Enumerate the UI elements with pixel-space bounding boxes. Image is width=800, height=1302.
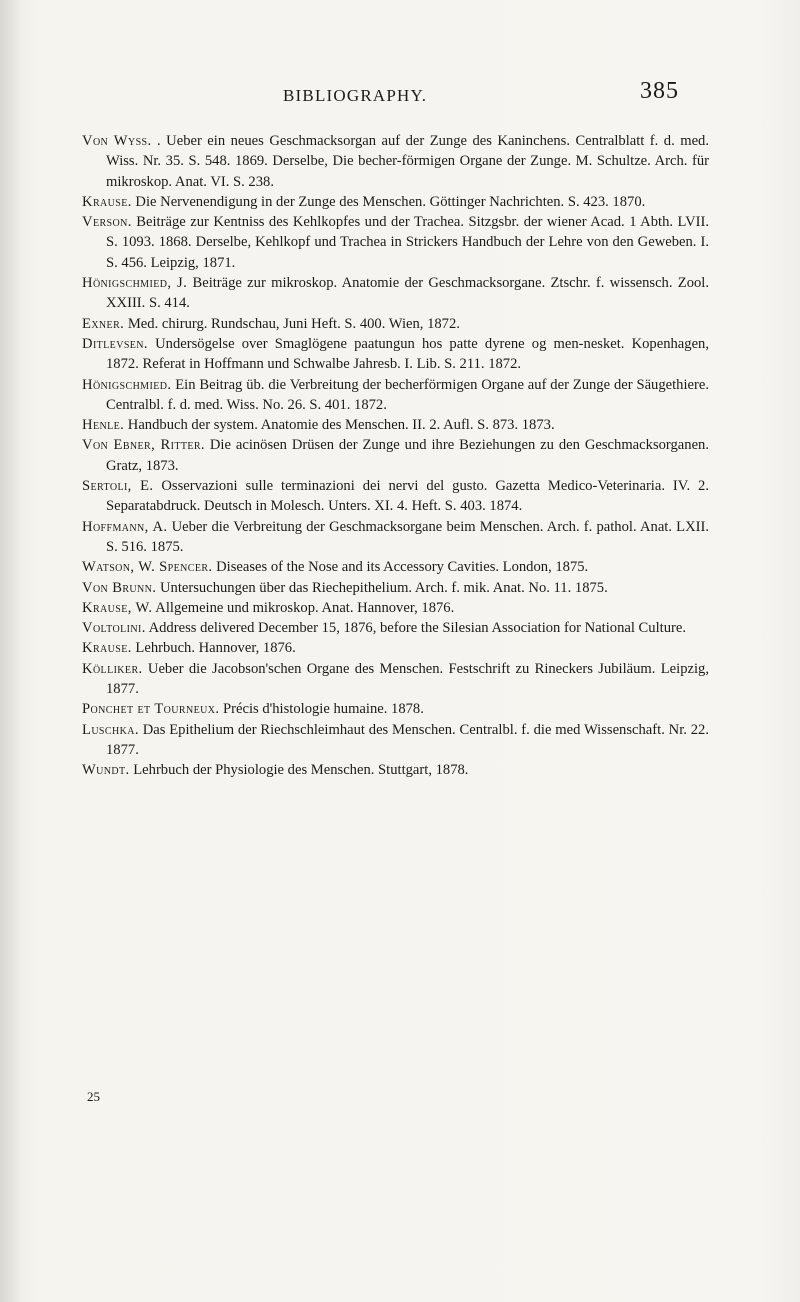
entry-author: Henle. bbox=[82, 417, 125, 434]
entry-author: Ponchet et Tourneux. bbox=[82, 701, 220, 718]
entry-author: Wundt. bbox=[82, 762, 130, 779]
running-title: BIBLIOGRAPHY. bbox=[283, 86, 428, 105]
entry-author: Ditlevsen. bbox=[82, 335, 148, 352]
bibliography-entry bbox=[82, 131, 709, 192]
bibliography-entry bbox=[82, 192, 709, 212]
bibliography-entry bbox=[82, 334, 709, 375]
entry-author: Hönigschmied. bbox=[82, 376, 172, 393]
entry-text: Die Nervenendigung in der Zunge des Menschen. Göttinger Nachrichten. S. 423. 1870. bbox=[131, 193, 646, 210]
entry-author: Voltolini. bbox=[82, 620, 146, 637]
entry-author: Krause. bbox=[82, 640, 132, 657]
bibliography-entry bbox=[82, 618, 709, 638]
entry-text: Ueber die Jacobson'schen Organe des Menschen. Festschrift zu Rineckers Jubiläum. Leipzig, 1877. bbox=[106, 660, 709, 698]
entry-author: Von Ebner, Ritter. bbox=[82, 437, 205, 454]
entry-text: Die acinösen Drüsen der Zunge und ihre Beziehungen zu den Geschmacksorganen. Gratz, 1873. bbox=[106, 437, 710, 474]
entry-author: Hoffmann, A. bbox=[82, 518, 168, 535]
bibliography-list bbox=[0, 131, 800, 781]
entry-text: Osservazioni sulle terminazioni dei nervi del gusto. Gazetta Medico-Veterinaria. IV. 2. Separatabdruck. Deutsch in Molesch. Unters. XI. 4. Heft. S. 403. 1874. bbox=[106, 478, 709, 515]
bibliography-entry bbox=[82, 659, 709, 700]
running-head bbox=[0, 78, 800, 108]
entry-author: Exner. bbox=[82, 315, 125, 332]
bibliography-entry bbox=[82, 375, 709, 416]
bibliography-entry bbox=[82, 415, 709, 435]
entry-text: Address delivered December 15, 1876, before the Silesian Association for National Culture. bbox=[145, 620, 686, 637]
bibliography-entry bbox=[82, 476, 709, 517]
bibliography-entry bbox=[82, 517, 709, 558]
entry-text: Précis d'histologie humaine. 1878. bbox=[219, 701, 424, 718]
entry-author: Verson. bbox=[82, 214, 132, 231]
page-number: 385 bbox=[640, 78, 679, 104]
entry-text: Handbuch der system. Anatomie des Menschen. II. 2. Aufl. S. 873. 1873. bbox=[124, 417, 555, 434]
bibliography-entry bbox=[82, 314, 709, 334]
bibliography-entry bbox=[82, 273, 709, 314]
bibliography-entry bbox=[82, 212, 709, 273]
entry-text: Das Epithelium der Riechschleimhaut des Menschen. Centralbl. f. die med Wissenschaft. Nr. 22. 1877. bbox=[106, 721, 709, 758]
entry-text: Lehrbuch. Hannover, 1876. bbox=[131, 640, 296, 657]
bibliography-entry bbox=[82, 760, 709, 780]
entry-text: Untersuchungen über das Riechepithelium. Arch. f. mik. Anat. No. 11. 1875. bbox=[156, 579, 608, 596]
entry-author: Krause, W. bbox=[82, 599, 153, 616]
entry-author: Sertoli, E. bbox=[82, 478, 154, 495]
entry-text: Med. chirurg. Rundschau, Juni Heft. S. 400. Wien, 1872. bbox=[124, 315, 460, 332]
entry-text: Diseases of the Nose and its Accessory Cavities. London, 1875. bbox=[212, 559, 589, 576]
entry-text: Beiträge zur mikroskop. Anatomie der Geschmacksorgane. Ztschr. f. wissensch. Zool. XXIII. S. 414. bbox=[106, 275, 709, 312]
entry-author: Kölliker. bbox=[82, 660, 143, 677]
bibliography-entry bbox=[82, 578, 709, 598]
bibliography-entry bbox=[82, 557, 709, 577]
entry-author: Hönigschmied, J. bbox=[82, 275, 188, 292]
signature-mark: 25 bbox=[87, 1089, 100, 1104]
entry-text: . Ueber ein neues Geschmacksorgan auf der Zunge des Kaninchens. Centralblatt f. d. med. Wiss. Nr. 35. S. 548. 1869. Derselbe, Die becher-förmigen Organe der Zunge. M. Schultze. Arch. für mikroskop. Anat. VI. S. 238. bbox=[106, 133, 709, 190]
entry-text: Ein Beitrag üb. die Verbreitung der becherförmigen Organe auf der Zunge der Säugethiere. Centralbl. f. d. med. Wiss. No. 26. S. 401. 1872. bbox=[106, 376, 709, 413]
entry-author: Krause. bbox=[82, 193, 132, 210]
bibliography-entry bbox=[82, 720, 709, 761]
entry-author: Von Wyss. bbox=[82, 133, 152, 149]
entry-author: Luschka. bbox=[82, 721, 139, 738]
entry-author: Watson, W. Spencer. bbox=[82, 559, 213, 576]
entry-author: Von Brunn. bbox=[82, 579, 157, 596]
entry-text: Allgemeine und mikroskop. Anat. Hannover, 1876. bbox=[152, 599, 455, 616]
bibliography-entry bbox=[82, 638, 709, 658]
entry-text: Ueber die Verbreitung der Geschmacksorgane beim Menschen. Arch. f. pathol. Anat. LXII. S. 516. 1875. bbox=[106, 518, 709, 555]
entry-text: Undersögelse over Smaglögene paatungun hos patte dyrene og men-nesket. Kopenhagen, 1872. Referat in Hoffmann und Schwalbe Jahresb. I. Lib. S. 211. 1872. bbox=[106, 335, 709, 373]
bibliography-entry bbox=[82, 598, 709, 618]
entry-text: Beiträge zur Kentniss des Kehlkopfes und der Trachea. Sitzgsbr. der wiener Acad. 1 Abth. LVII. S. 1093. 1868. Derselbe, Kehlkopf und Trachea in Strickers Handbuch der Lehre von den Geweben. I. S. 456. Leipzig, 1871. bbox=[106, 214, 709, 271]
bibliography-entry bbox=[82, 435, 709, 476]
entry-text: Lehrbuch der Physiologie des Menschen. Stuttgart, 1878. bbox=[129, 762, 469, 779]
bibliography-entry bbox=[82, 699, 709, 719]
